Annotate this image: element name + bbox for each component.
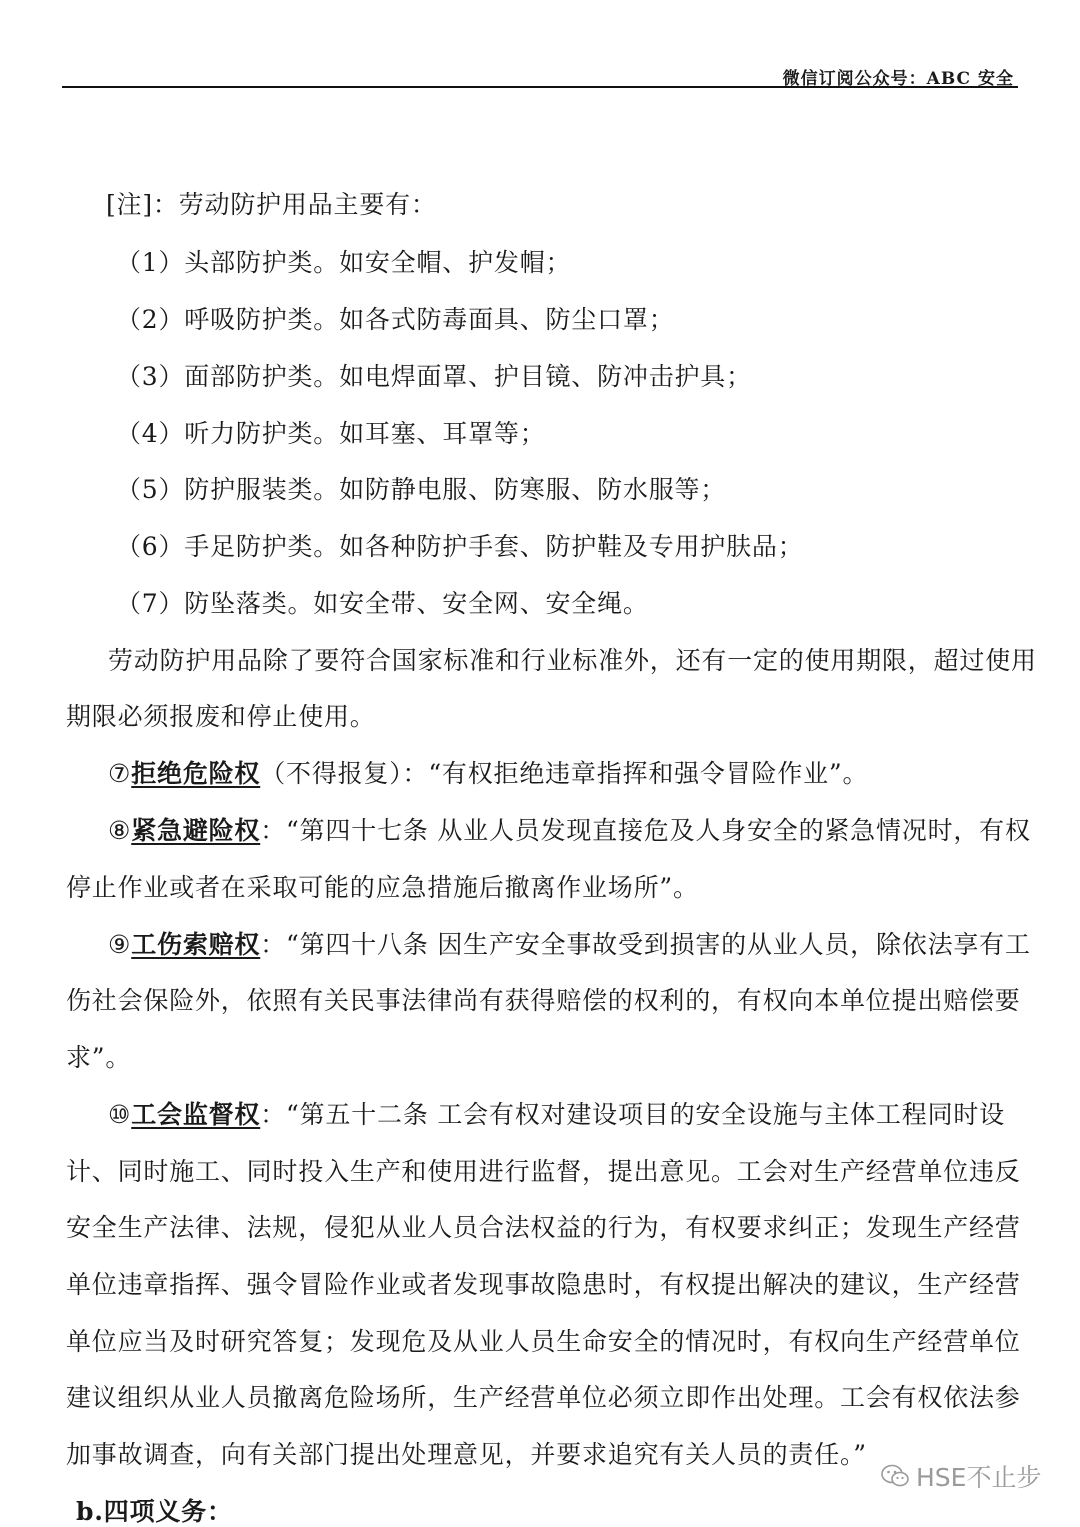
right-10-line: 单位应当及时研究答复；发现危及从业人员生命安全的情况时，有权向生产经营单位 [66,1327,1021,1356]
note-item: （5）防护服装类。如防静电服、防寒服、防水服等； [116,475,727,504]
watermark-text: HSE不止步 [916,1463,1042,1492]
right-7: ⑦拒绝危险权（不得报复）：“有权拒绝违章指挥和强令冒险作业”。 [108,759,869,788]
right-10: ⑩工会监督权：“第五十二条 工会有权对建设项目的安全设施与主体工程同时设 [108,1100,1005,1129]
note-item: （7）防坠落类。如安全带、安全网、安全绳。 [116,589,649,618]
note-label: [注] [106,190,153,219]
right-7-number: ⑦ [108,759,132,788]
right-9: ⑨工伤索赔权：“第四十八条 因生产安全事故受到损害的从业人员，除依法享有工 [108,930,1031,959]
header-text: 微信订阅公众号：ABC 安全 [782,69,1014,89]
note-item: （2）呼吸防护类。如各式防毒面具、防尘口罩； [116,305,675,334]
expiry-paragraph-line: 劳动防护用品除了要符合国家标准和行业标准外，还有一定的使用期限，超过使用 [108,646,1037,675]
right-8-title: 紧急避险权 [131,816,261,845]
right-9-line: 伤社会保险外，依照有关民事法律尚有获得赔偿的权利的，有权向本单位提出赔偿要 [66,986,1021,1015]
right-10-line: 安全生产法律、法规，侵犯从业人员合法权益的行为，有权要求纠正；发现生产经营 [66,1213,1021,1242]
expiry-paragraph-line: 期限必须报废和停止使用。 [66,702,376,731]
right-9-number: ⑨ [108,930,132,959]
note-intro: [注]：劳动防护用品主要有： [106,190,437,219]
right-10-line: 单位违章指挥、强令冒险作业或者发现事故隐患时，有权提出解决的建议，生产经营 [66,1270,1021,1299]
section-b-title: b.四项义务： [76,1497,233,1526]
right-8: ⑧紧急避险权：“第四十七条 从业人员发现直接危及人身安全的紧急情况时，有权 [108,816,1031,845]
right-10-line: 建议组织从业人员撤离危险场所，生产经营单位必须立即作出处理。工会有权依法参 [66,1383,1021,1412]
page-header [62,64,1018,88]
right-9-line: 求”。 [66,1043,132,1072]
right-10-number: ⑩ [108,1100,132,1129]
note-item: （1）头部防护类。如安全帽、护发帽； [116,248,572,277]
right-8-number: ⑧ [108,816,132,845]
note-item: （6）手足防护类。如各种防护手套、防护鞋及专用护肤品； [116,532,804,561]
right-10-title: 工会监督权 [131,1100,261,1129]
wechat-icon [880,1463,910,1489]
right-10-line: 计、同时施工、同时投入生产和使用进行监督，提出意见。工会对生产经营单位违反 [66,1157,1021,1186]
watermark [880,1456,1041,1496]
right-7-title: 拒绝危险权 [131,759,261,788]
note-item: （3）面部防护类。如电焊面罩、护目镜、防冲击护具； [116,362,752,391]
right-8-line: 停止作业或者在采取可能的应急措施后撤离作业场所”。 [66,873,699,902]
right-10-line: 加事故调查，向有关部门提出处理意见，并要求追究有关人员的责任。” [66,1440,867,1469]
note-item: （4）听力防护类。如耳塞、耳罩等； [116,419,546,448]
right-9-title: 工伤索赔权 [131,930,261,959]
